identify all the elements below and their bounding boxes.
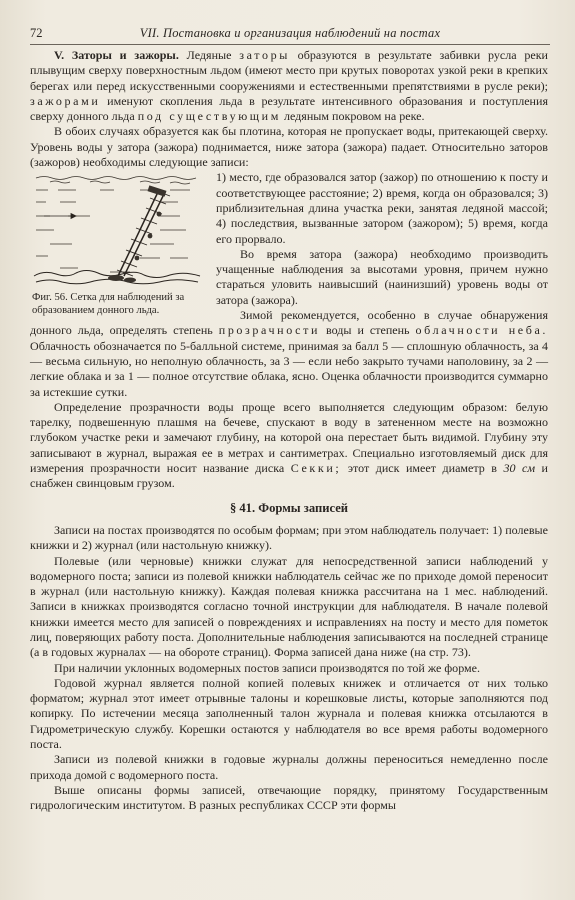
- paragraph-annual-journal: Годовой журнал является полной копией полевых книжек и отличается от них только форматом; журнал этот имеет отрывные талоны и корешковые листы, которые заполняются под копирку. По истечении месяца заполненный талон журнала и полевая книжка отсылаются в Гидрометрическую службу. Корешки остаются у наблюдателя во все время работы водомерного поста.: [30, 675, 548, 752]
- term-frazil-jams: зажорами: [30, 93, 101, 108]
- paragraph-dam-effect: В обоих случаях образуется как бы плотина, которая не пропускает воды, притекающей сверху. Уровень воды у затора (зажора) поднимается, ниже затора (зажора) падает. Относительно заторов (зажоров) необходимы следующие записи:: [30, 124, 548, 170]
- section-v-heading: V. Заторы и зажоры.: [54, 48, 179, 62]
- term-transparency: прозрачности: [218, 323, 320, 338]
- page-body: [30, 48, 548, 814]
- term-cloudiness: облачности неба.: [415, 323, 548, 338]
- paragraph-slope-posts: При наличии уклонных водомерных постов записи производятся по той же форме.: [54, 660, 481, 675]
- paragraph-records-list: 1) место, где образовался затор (зажор) по отношению к посту и соответствующее расстояние; 2) время, когда он образовался; 3) приблизительная длина участка реки, занятая ледяной массой; 4) последствия, вызванные затором (зажором); 5) время, когда его прорвало.: [216, 170, 548, 246]
- paragraph-jams-intro: V. Заторы и зажоры. Ледяные заторы образуются в результате забивки русла реки плывущим сверху поверхностным льдом (имеют место при крутых поворотах узкой реки в крепких берегах или перед искусственными сооружениями и естественными препятствиями в русле реки); зажорами именуют скопления льда в результате интенсивного образования и поступления сверху донного льда под существующим ледяным покровом на реке.: [30, 48, 548, 124]
- paragraph-cloudiness: Зимой рекомендуется, особенно в случае обнаружения донного льда, определять степень прозрачности воды и степень облачности неба. Облачность обозначается по 5-балльной системе, принимая за балл 5 — сплошную облачность, за 4 — весьма сильную, но неполную облачность, за 3 — если небо закрыто тучами наполовину, за 2 — легкие облака и за 1 — полное отсутствие облака, ясно. Оценка облачности производится суммарно за истекшие сутки.: [30, 308, 548, 399]
- figure-56: [30, 172, 208, 317]
- paragraph-forms-ggi: Выше описаны формы записей, отвечающие порядку, принятому Государственным гидрологическим институтом. В разных республиках СССР эти формы: [30, 782, 548, 813]
- running-header: [30, 22, 550, 45]
- page-number: 72: [30, 26, 43, 40]
- paragraph-forms-intro: Записи на постах производятся по особым формам; при этом наблюдатель получает: 1) полевые книжки и 2) журнал (или настольную книжку).: [30, 522, 548, 553]
- term-jams: заторы: [239, 48, 290, 62]
- section-41-heading: § 41. Формы записей: [229, 500, 349, 515]
- paragraph-transfer: Записи из полевой книжки в годовые журналы должны переноситься немедленно после прихода домой с водомерного поста.: [30, 752, 548, 782]
- figure-caption: Фиг. 56. Сетка для наблюдений за образованием донного льда.: [32, 292, 185, 316]
- paragraph-transparency: Определение прозрачности воды проще всего выполняется следующим образом: белую тарелку, подвешенную плашмя на бечеве, спускают в воду в затененном месте на возможно глубоком участке реки и замечают глубину, на которой она перестает быть видимой. Глубину эту записывают в журнал, выражая ее в метрах и сантиметрах. Специально изготовляемый диск для измерения прозрачности носит название диска Секки; этот диск имеет диаметр в 30 см и снабжен свинцовым грузом.: [30, 399, 548, 491]
- paragraph-field-books: Полевые (или черновые) книжки служат для непосредственной записи наблюдений у водомерного поста; записи из полевой книжки наблюдатель сейчас же по приходе домой переносит в журнал (или настольную книжку). Каждая полевая книжка рассчитана на 1 мес. наблюдений. Записи в книжках производятся согласно точной инструкции для наблюдателя. В начале полевой книжки имеется место для записей о повреждениях и исправлениях на посту и место для пометок лиц, поверяющих работу поста. Дополнительные наблюдения записываются на последней странице (а в годовых журналах — на обороте страниц). Форма записей дана ниже (на стр. 73).: [30, 553, 548, 660]
- net-diagram-image: [30, 172, 208, 290]
- paragraph-during-jam: Во время затора (зажора) необходимо производить учащенные наблюдения за высотами уровня, причем нужно стараться уловить наивысший (наинизший) уровень воды от затора (зажора).: [216, 246, 548, 307]
- running-title: VII. Постановка и организация наблюдений на постах: [139, 26, 441, 40]
- term-secchi: Секки;: [290, 461, 342, 476]
